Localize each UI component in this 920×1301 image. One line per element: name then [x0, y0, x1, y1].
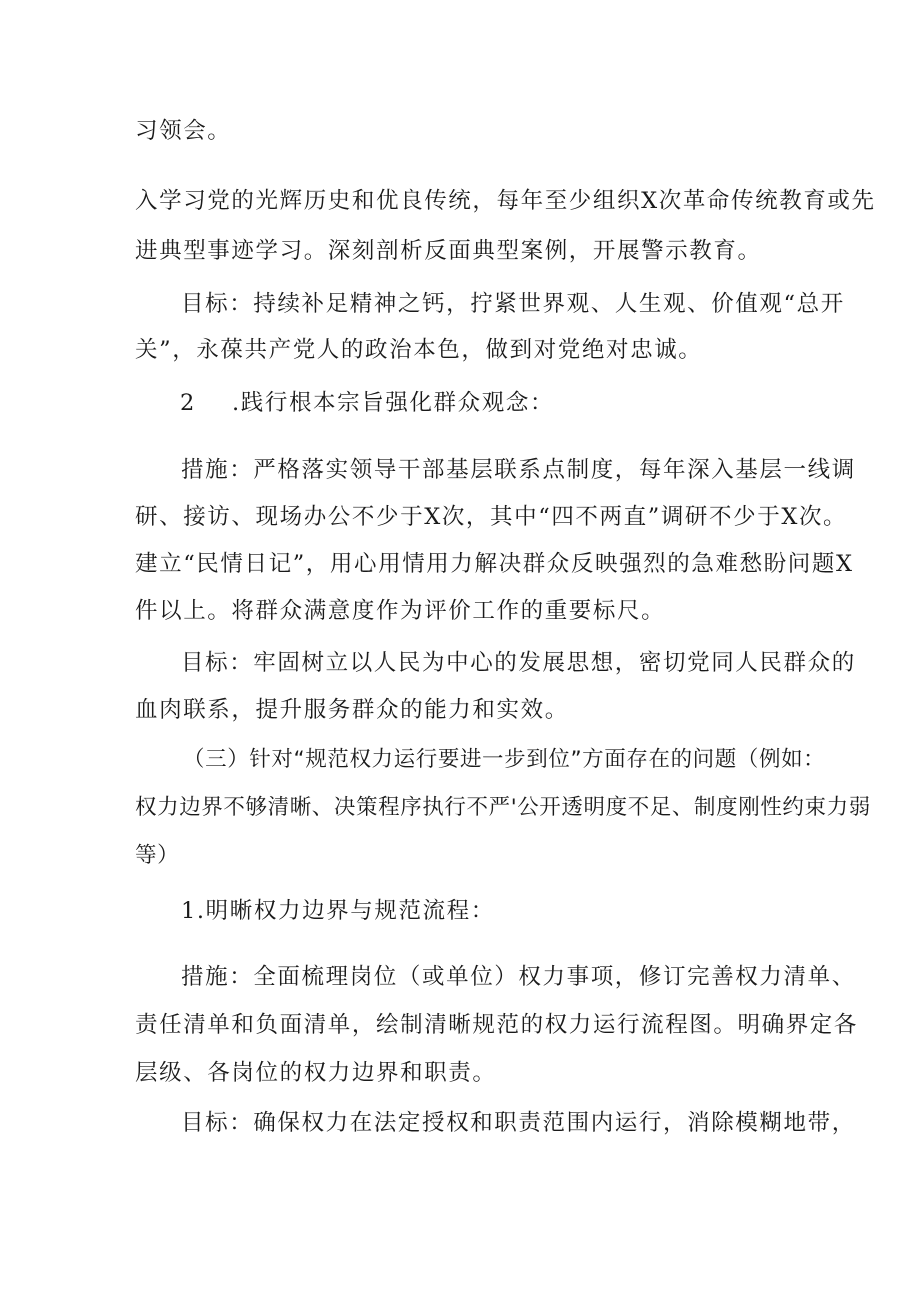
paragraph-line: 层级、各岗位的权力边界和职责。 [135, 1060, 497, 1086]
paragraph-line: 习领会。 [135, 118, 232, 144]
paragraph-line: 件以上。将群众满意度作为评价工作的重要标尺。 [135, 598, 666, 624]
item-heading-1: 1.明晰权力边界与规范流程： [181, 898, 495, 924]
paragraph-line: 关”，永葆共产党人的政治本色，做到对党绝对忠诚。 [135, 337, 703, 363]
paragraph-line: 进典型事迹学习。深刻剖析反面典型案例，开展警示教育。 [135, 238, 762, 264]
paragraph-line: 责任清单和负面清单，绘制清晰规范的权力运行流程图。明确界定各 [135, 1012, 859, 1038]
paragraph-line: 措施：严格落实领导干部基层联系点制度，每年深入基层一线调 [181, 457, 856, 483]
paragraph-line: 入学习党的光辉历史和优良传统，每年至少组织X次革命传统教育或先 [135, 188, 876, 214]
item-title: .践行根本宗旨强化群众观念： [232, 390, 555, 416]
paragraph-line: 措施：全面梳理岗位（或单位）权力事项，修订完善权力清单、 [181, 964, 856, 990]
section-heading-3: （三）针对“规范权力运行要进一步到位”方面存在的问题（例如： [183, 747, 826, 772]
paragraph-line: 目标：确保权力在法定授权和职责范围内运行，消除模糊地带， [181, 1110, 856, 1136]
item-number: 2 [180, 390, 196, 416]
paragraph-line: 血肉联系，提升服务群众的能力和实效。 [135, 697, 569, 723]
section-heading-3-cont: 等） [135, 843, 180, 868]
paragraph-line: 目标：持续补足精神之钙，拧紧世界观、人生观、价值观“总开 [181, 291, 845, 317]
paragraph-line: 建立“民情日记”，用心用情用力解决群众反映强烈的急难愁盼问题X [135, 551, 854, 577]
paragraph-line: 目标：牢固树立以人民为中心的发展思想，密切党同人民群众的 [181, 650, 856, 676]
section-heading-3-cont: 权力边界不够清晰、决策程序执行不严'公开透明度不足、制度刚性约束力弱 [135, 795, 871, 820]
paragraph-line: 研、接访、现场办公不少于X次，其中“四不两直”调研不少于X次。 [135, 504, 848, 530]
